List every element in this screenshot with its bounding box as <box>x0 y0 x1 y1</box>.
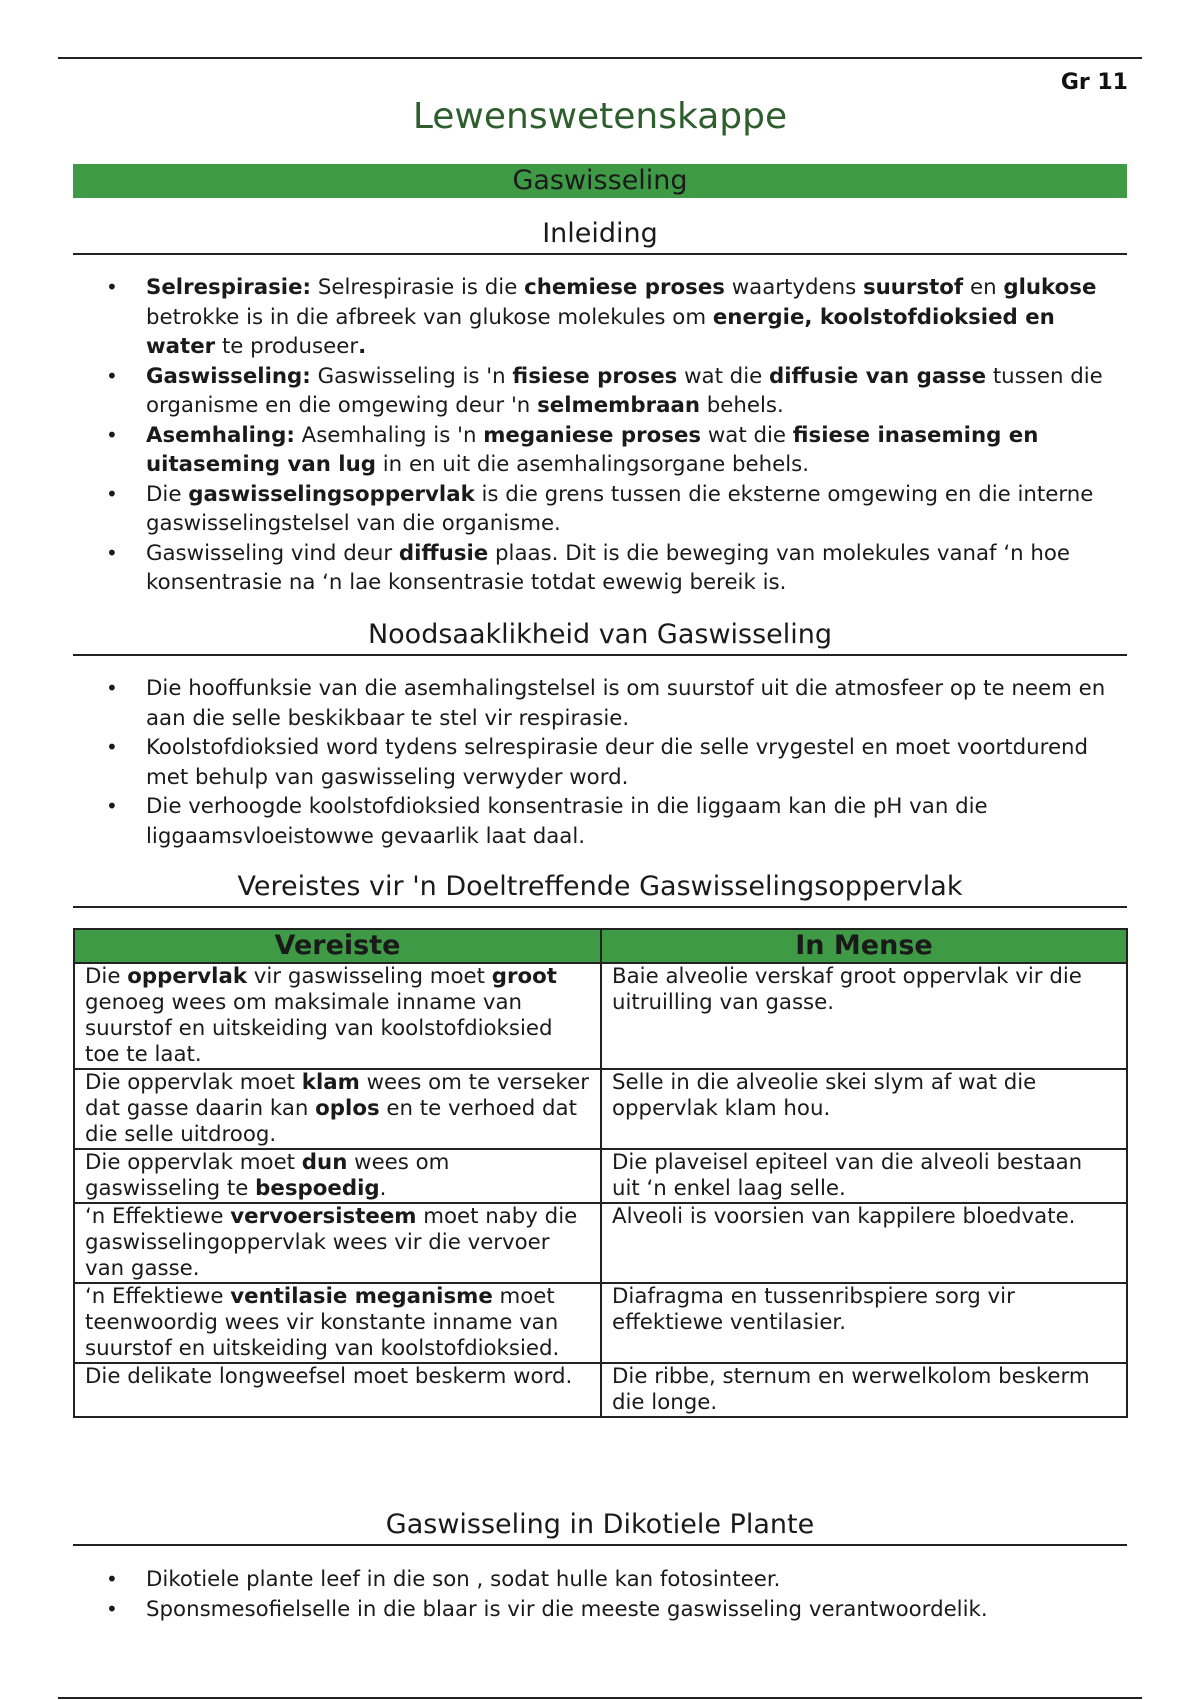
column-header-humans: In Mense <box>601 929 1127 963</box>
list-item <box>100 733 1130 792</box>
text-run: Die ribbe, sternum en werwelkolom beskerm die longe. <box>612 1364 1090 1415</box>
text-run: ‘n Effektiewe <box>85 1204 231 1229</box>
bold-text: bespoedig <box>255 1176 380 1201</box>
necessity-list <box>100 674 1130 851</box>
text-run: waartydens <box>724 275 863 300</box>
list-item <box>100 421 1130 480</box>
text-run: . <box>379 1176 387 1201</box>
top-rule <box>58 57 1142 59</box>
text-run: wees om gaswisseling te <box>85 1150 450 1201</box>
humans-cell <box>601 1149 1127 1203</box>
plants-list <box>100 1565 1130 1624</box>
text-run: Die <box>146 481 189 507</box>
humans-cell <box>601 1363 1127 1417</box>
section-heading-requirements: Vereistes vir 'n Doeltreffende Gaswisselingsoppervlak <box>73 871 1127 908</box>
bold-text: . <box>358 334 367 359</box>
bold-text: klam <box>301 1070 360 1095</box>
text-run: wat die <box>677 363 769 389</box>
bold-text: Selrespirasie: <box>146 275 312 300</box>
text-run: Die verhoogde koolstofdioksied konsentrasie in die liggaam kan die pH van die liggaamsvloeistowwe gevaarlik laat daal. <box>146 794 988 849</box>
table-row <box>74 1069 1127 1149</box>
requirements-table <box>73 928 1128 1418</box>
bold-text: meganiese proses <box>483 422 702 448</box>
bold-text: oppervlak <box>127 964 247 989</box>
text-run: wat die <box>701 422 793 448</box>
bold-text: Asemhaling: <box>146 422 295 448</box>
text-run: Die delikate longweefsel moet beskerm word. <box>85 1364 573 1389</box>
list-item <box>100 792 1130 851</box>
table-row <box>74 1149 1127 1203</box>
requirement-cell <box>74 963 601 1069</box>
text-run: moet teenwoordig wees vir konstante inname van suurstof en uitskeiding van koolstofdioksied. <box>85 1284 560 1361</box>
text-run: Gaswisseling vind deur <box>146 540 399 566</box>
requirement-cell <box>74 1283 601 1363</box>
text-run: Asemhaling is 'n <box>294 422 484 448</box>
text-run: genoeg wees om maksimale inname van suurstof en uitskeiding van koolstofdioksied toe te laat. <box>85 990 553 1067</box>
list-item <box>100 362 1130 421</box>
bold-text: gaswisselingsoppervlak <box>188 481 475 507</box>
text-run: wees om te verseker dat gasse daarin kan <box>85 1070 589 1121</box>
intro-list <box>100 273 1130 598</box>
bottom-rule <box>58 1697 1142 1699</box>
list-item <box>100 273 1130 362</box>
text-run: Die oppervlak moet <box>85 1070 302 1095</box>
bold-text: ventilasie meganisme <box>230 1284 493 1309</box>
text-run: Die plaveisel epiteel van die alveoli bestaan uit ‘n enkel laag selle. <box>612 1150 1083 1201</box>
grade-label: Gr 11 <box>1060 70 1128 95</box>
bold-text: diffusie <box>398 540 489 566</box>
text-run: betrokke is in die afbreek van glukose molekules om <box>146 304 713 330</box>
list-item <box>100 480 1130 539</box>
subject-title: Lewenswetenskappe <box>412 96 788 137</box>
requirement-cell <box>74 1203 601 1283</box>
bold-text: selmembraan <box>537 393 700 418</box>
humans-cell <box>601 1069 1127 1149</box>
text-run: Sponsmesofielselle in die blaar is vir die meeste gaswisseling verantwoordelik. <box>146 1596 988 1622</box>
list-item <box>100 674 1130 733</box>
bold-text: groot <box>491 964 557 989</box>
text-run: en te verhoed dat die selle uitdroog. <box>85 1096 577 1147</box>
section-heading-intro: Inleiding <box>73 218 1127 255</box>
list-item <box>100 539 1130 598</box>
text-run: moet naby die gaswisselingoppervlak wees vir die vervoer van gasse. <box>85 1204 578 1281</box>
text-run: behels. <box>699 393 784 418</box>
humans-cell <box>601 1283 1127 1363</box>
text-run: Alveoli is voorsien van kappilere bloedvate. <box>612 1204 1076 1229</box>
section-heading-plants: Gaswisseling in Dikotiele Plante <box>73 1509 1127 1546</box>
bold-text: fisiese proses <box>512 363 678 389</box>
text-run: vir gaswisseling moet <box>247 964 492 989</box>
text-run: te produseer <box>215 334 359 359</box>
text-run: Koolstofdioksied word tydens selrespirasie deur die selle vrygestel en moet voortdurend met behulp van gaswisseling verwyder word. <box>146 735 1089 790</box>
text-run: Die hooffunksie van die asemhalingstelsel is om suurstof uit die atmosfeer op te neem en aan die selle beskikbaar te stel vir respirasie. <box>146 676 1106 731</box>
section-heading-necessity: Noodsaaklikheid van Gaswisseling <box>73 619 1127 656</box>
table-row <box>74 1363 1127 1417</box>
list-item <box>100 1565 1130 1595</box>
text-run: Selrespirasie is die <box>311 275 525 300</box>
text-run: plaas. Dit is die beweging van molekules vanaf ‘n hoe konsentrasie na ‘n lae konsentrasie totdat ewewig bereik is. <box>146 540 1070 595</box>
text-run: in en uit die asemhalingsorgane behels. <box>375 452 809 477</box>
humans-cell <box>601 963 1127 1069</box>
text-run: is die grens tussen die eksterne omgewing en die interne gaswisselingstelsel van die organisme. <box>146 481 1094 536</box>
requirement-cell <box>74 1069 601 1149</box>
requirement-cell <box>74 1149 601 1203</box>
text-run: Baie alveolie verskaf groot oppervlak vir die uitruilling van gasse. <box>612 964 1082 1015</box>
humans-cell <box>601 1203 1127 1283</box>
bold-text: fisiese inaseming en uitaseming van lug <box>146 422 1039 477</box>
text-run: ‘n Effektiewe <box>85 1284 231 1309</box>
requirements-table-body <box>74 963 1127 1417</box>
table-row <box>74 1283 1127 1363</box>
topic-banner: Gaswisseling <box>73 164 1127 198</box>
text-run: Die <box>85 964 128 989</box>
bold-text: glukose <box>1003 275 1097 300</box>
bold-text: dun <box>301 1150 348 1175</box>
bold-text: chemiese proses <box>524 275 725 300</box>
table-header-row <box>74 929 1127 963</box>
bold-text: oplos <box>315 1096 380 1121</box>
text-run: en <box>963 275 1004 300</box>
text-run: Gaswisseling is 'n <box>310 363 513 389</box>
bold-text: vervoersisteem <box>230 1204 417 1229</box>
bold-text: diffusie van gasse <box>769 363 987 389</box>
requirement-cell <box>74 1363 601 1417</box>
bold-text: energie, koolstofdioksied en water <box>146 304 1055 359</box>
bold-text: suurstof <box>862 275 964 300</box>
text-run: Diafragma en tussenribspiere sorg vir effektiewe ventilasier. <box>612 1284 1015 1335</box>
list-item <box>100 1595 1130 1625</box>
table-row <box>74 963 1127 1069</box>
text-run: Selle in die alveolie skei slym af wat die oppervlak klam hou. <box>612 1070 1037 1121</box>
bold-text: Gaswisseling: <box>146 363 311 389</box>
column-header-requirement: Vereiste <box>74 929 601 963</box>
table-row <box>74 1203 1127 1283</box>
text-run: tussen die organisme en die omgewing deur 'n <box>146 363 1103 418</box>
text-run: Die oppervlak moet <box>85 1150 302 1175</box>
text-run: Dikotiele plante leef in die son , sodat hulle kan fotosinteer. <box>146 1567 781 1592</box>
